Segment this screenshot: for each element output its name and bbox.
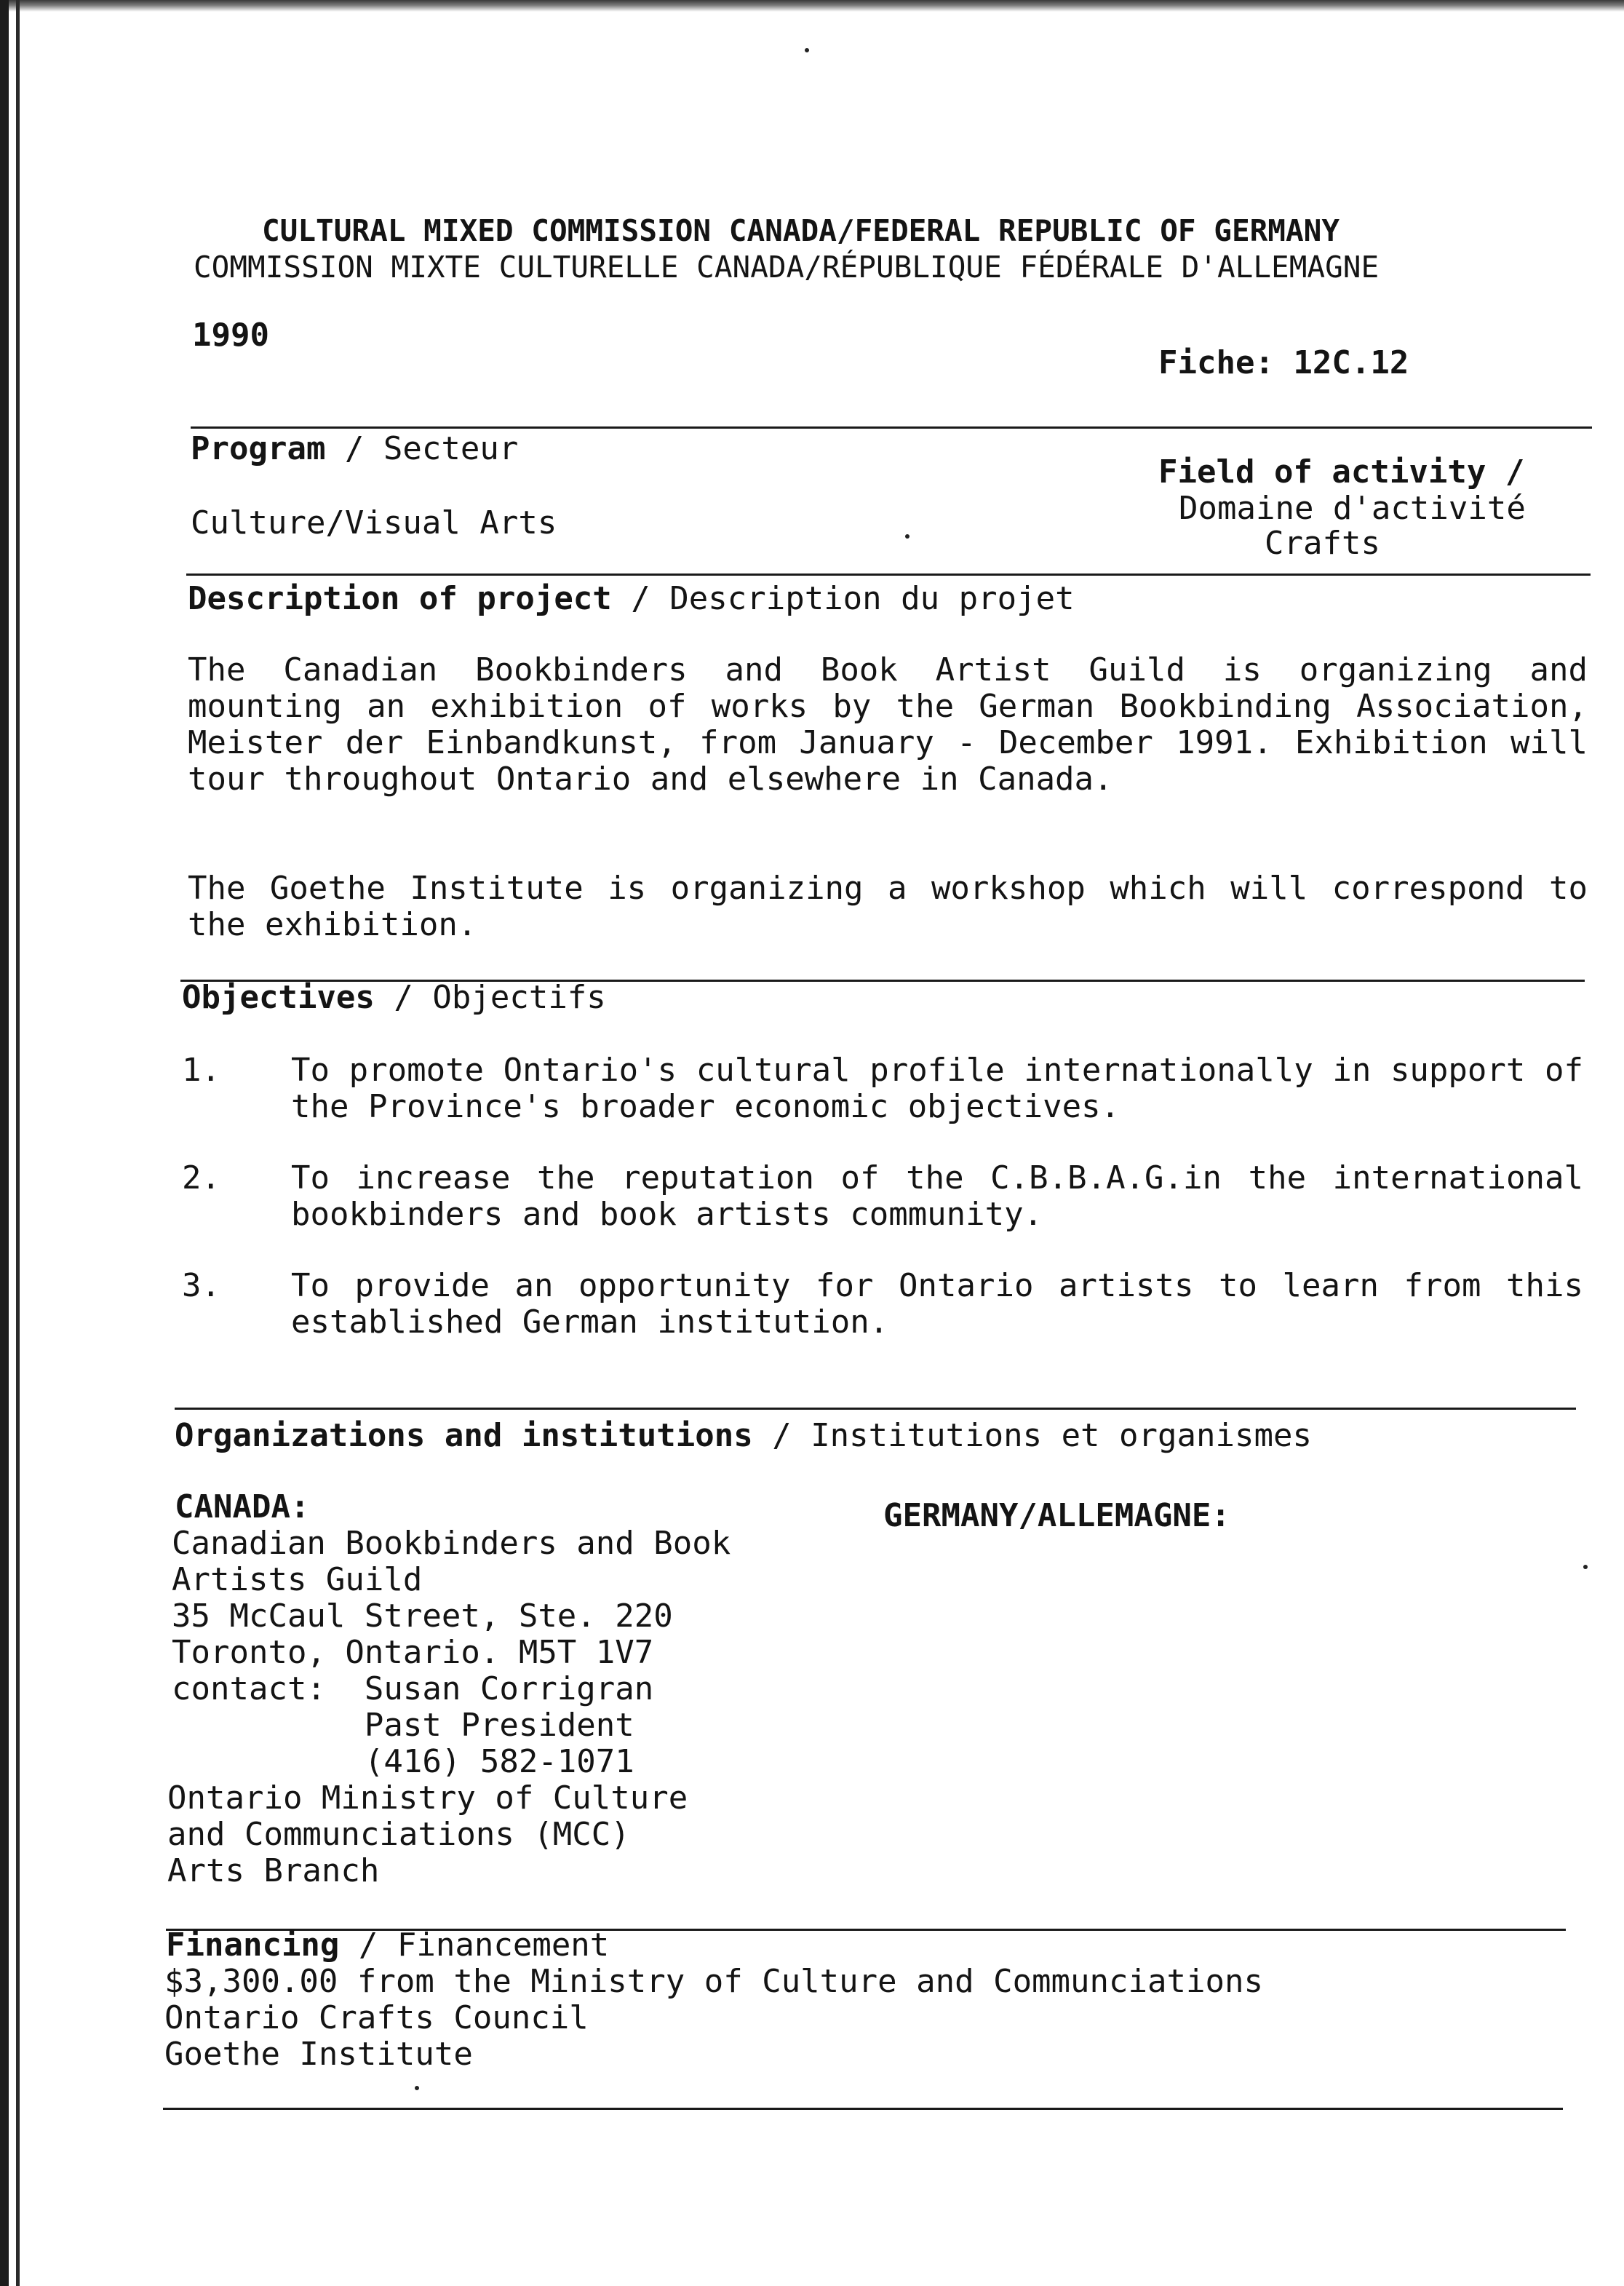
canada-org-line: Ontario Ministry of Culture (167, 1779, 688, 1817)
organizations-heading (175, 1418, 1312, 1454)
field-of-activity-value: Crafts (1265, 525, 1380, 562)
objectives-heading-rest: / Objectifs (374, 979, 606, 1016)
objectives-heading (182, 980, 606, 1016)
description-heading-bold: Description of project (188, 580, 612, 617)
germany-label: GERMANY/ALLEMAGNE: (883, 1497, 1230, 1534)
canada-org-line: Canadian Bookbinders and Book (172, 1525, 731, 1562)
scan-edge-left (0, 0, 9, 2286)
canada-org-line: Toronto, Ontario. M5T 1V7 (172, 1634, 654, 1671)
canada-org-line: (416) 582-1071 (172, 1743, 634, 1780)
canada-org-line: 35 McCaul Street, Ste. 220 (172, 1598, 673, 1635)
financing-heading-rest: / Financement (339, 1926, 610, 1964)
objective-text: To promote Ontario's cultural profile internationally in support of the Province's broader economic objectives. (291, 1052, 1583, 1125)
canada-org-line: Artists Guild (172, 1561, 423, 1598)
document-year: 1990 (192, 317, 269, 354)
organizations-heading-rest: / Institutions et organismes (752, 1417, 1312, 1454)
objective-text: To increase the reputation of the C.B.B.A.G.in the international bookbinders and book artists community. (291, 1159, 1583, 1233)
objectives-heading-bold: Objectives (182, 979, 375, 1016)
description-paragraph-1: The Canadian Bookbinders and Book Artist Guild is organizing and mounting an exhibition of works by the German Bookbinding Association, Meister der Einbandkunst, from January - December 1991. Exhibition will tour throughout Ontario and elsewhere in Canada. (188, 651, 1588, 798)
program-heading (191, 431, 518, 467)
divider-rule (175, 1408, 1576, 1410)
canada-org-line: and Communciations (MCC) (167, 1816, 630, 1853)
program-heading-rest: / Secteur (325, 430, 519, 467)
scan-edge-top (0, 0, 1624, 12)
objective-number: 1. (182, 1052, 220, 1089)
field-of-activity-heading: Field of activity / (1158, 453, 1525, 491)
field-of-activity-heading-fr: Domaine d'activité (1179, 490, 1526, 527)
description-heading (188, 581, 1075, 617)
financing-line: Goethe Institute (164, 2036, 473, 2073)
scan-speck (805, 48, 809, 52)
objective-number: 2. (182, 1159, 220, 1196)
financing-line: $3,300.00 from the Ministry of Culture and Communciations (164, 1963, 1263, 2000)
objective-number: 3. (182, 1267, 220, 1304)
document-title-english: CULTURAL MIXED COMMISSION CANADA/FEDERAL REPUBLIC OF GERMANY (262, 213, 1340, 248)
financing-heading-bold: Financing (166, 1926, 340, 1964)
divider-rule (186, 574, 1591, 576)
organizations-heading-bold: Organizations and institutions (175, 1417, 753, 1454)
divider-rule (163, 2108, 1563, 2110)
description-heading-rest: / Description du projet (611, 580, 1075, 617)
program-value: Culture/Visual Arts (191, 504, 557, 541)
divider-rule (191, 426, 1592, 429)
document-title-french: COMMISSION MIXTE CULTURELLE CANADA/RÉPUBLIQUE FÉDÉRALE D'ALLEMAGNE (194, 250, 1380, 285)
canada-label: CANADA: (175, 1488, 310, 1525)
fiche-number: Fiche: 12C.12 (1158, 344, 1409, 381)
canada-org-line: Past President (172, 1707, 634, 1744)
program-heading-bold: Program (191, 430, 326, 467)
canada-org-line: contact: Susan Corrigran (172, 1670, 654, 1707)
scan-speck (415, 2086, 419, 2090)
description-paragraph-2: The Goethe Institute is organizing a workshop which will correspond to the exhibition. (188, 870, 1588, 943)
scan-edge-left-inner (16, 0, 20, 2286)
financing-line: Ontario Crafts Council (164, 1999, 589, 2036)
scan-speck (905, 534, 909, 539)
canada-org-line: Arts Branch (167, 1852, 380, 1889)
scan-speck (1583, 1565, 1588, 1569)
financing-heading (166, 1927, 609, 1964)
objective-text: To provide an opportunity for Ontario artists to learn from this established German institution. (291, 1267, 1583, 1341)
